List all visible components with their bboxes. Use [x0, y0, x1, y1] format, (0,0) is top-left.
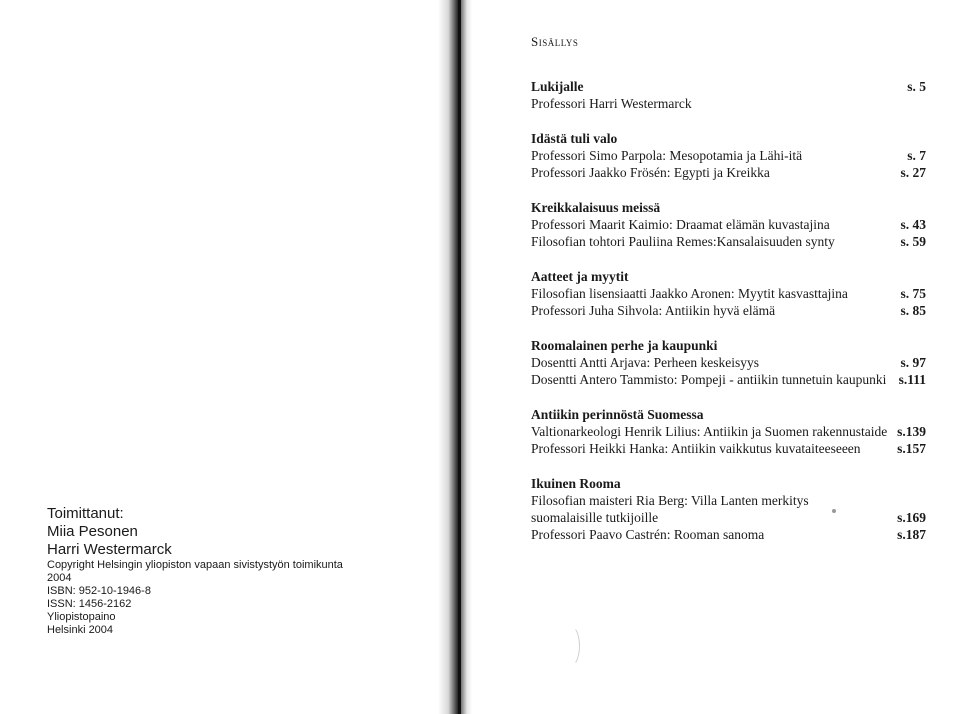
entry-text: Dosentti Antti Arjava: Perheen keskeisyys	[531, 355, 759, 370]
section-title: Roomalainen perhe ja kaupunki	[531, 338, 718, 353]
page-number: s. 7	[907, 148, 926, 163]
credits-block	[47, 505, 407, 637]
toc-entry	[531, 95, 926, 112]
toc-entry	[531, 285, 926, 302]
section-title: Ikuinen Rooma	[531, 476, 621, 491]
gutter-fold-line	[458, 0, 461, 714]
toc-section	[531, 337, 926, 388]
entry-text: Filosofian tohtori Pauliina Remes:Kansalaisuuden synty	[531, 234, 835, 249]
print-place-year: Helsinki 2004	[47, 624, 114, 636]
toc-entry	[531, 233, 926, 250]
toc-entry	[531, 492, 926, 509]
page-number: s. 43	[900, 217, 926, 232]
copyright-line: Copyright Helsingin yliopiston vapaan sivistystyön toimikunta	[47, 559, 343, 571]
issn: ISSN: 1456-2162	[47, 598, 132, 610]
page-number: s. 75	[900, 286, 926, 301]
toc-section	[531, 199, 926, 250]
entry-text: Professori Paavo Castrén: Rooman sanoma	[531, 527, 765, 542]
toc-section	[531, 130, 926, 181]
toc-entry	[531, 440, 926, 457]
entry-text: Valtionarkeologi Henrik Lilius: Antiikin ja Suomen rakennustaide	[531, 424, 888, 439]
toc-entry	[531, 302, 926, 319]
toc-heading: Sisällys	[531, 34, 579, 49]
entry-text: Filosofian lisensiaatti Jaakko Aronen: Myytit kasvasttajina	[531, 286, 848, 301]
section-title: Idästä tuli valo	[531, 131, 618, 146]
toc-entry	[531, 526, 926, 543]
page-number: s.157	[897, 441, 926, 456]
entry-text: Dosentti Antero Tammisto: Pompeji - antiikin tunnetuin kaupunki	[531, 372, 887, 387]
toc-entry	[531, 354, 926, 371]
page-number: s. 97	[900, 355, 926, 370]
book-gutter	[438, 0, 472, 714]
page-number: s.139	[897, 424, 926, 439]
entry-text: Professori Juha Sihvola: Antiikin hyvä elämä	[531, 303, 776, 318]
editor-name: Harri Westermarck	[47, 541, 172, 558]
page-number: s. 59	[900, 234, 926, 249]
section-title: Antiikin perinnöstä Suomessa	[531, 407, 704, 422]
toc-section	[531, 78, 926, 112]
toc-section	[531, 268, 926, 319]
toc-entry	[531, 216, 926, 233]
entry-text: Professori Harri Westermarck	[531, 96, 692, 111]
copyright-year: 2004	[47, 572, 72, 584]
page-number: s.169	[897, 510, 926, 525]
page-number: s.111	[898, 372, 926, 387]
isbn: ISBN: 952-10-1946-8	[47, 585, 151, 597]
section-title: Kreikkalaisuus meissä	[531, 200, 661, 215]
toc-section	[531, 406, 926, 457]
entry-text: Professori Heikki Hanka: Antiikin vaikkutus kuvataiteeseeen	[531, 441, 861, 456]
toc-entry	[531, 509, 926, 526]
section-title: Lukijalle	[531, 79, 584, 94]
credits-label: Toimittanut:	[47, 505, 124, 522]
page-number: s. 27	[900, 165, 926, 180]
printer: Yliopistopaino	[47, 611, 116, 623]
entry-text: Filosofian maisteri Ria Berg: Villa Lanten merkitys	[531, 493, 809, 508]
entry-text: Professori Maarit Kaimio: Draamat elämän kuvastajina	[531, 217, 830, 232]
entry-text: suomalaisille tutkijoille	[531, 510, 659, 525]
scan-speck	[832, 509, 836, 513]
toc-entry	[531, 164, 926, 181]
entry-text: Professori Simo Parpola: Mesopotamia ja Lähi-itä	[531, 148, 803, 163]
page-number: s. 85	[900, 303, 926, 318]
page-number: s.187	[897, 527, 926, 542]
entry-text: Professori Jaakko Frösén: Egypti ja Kreikka	[531, 165, 770, 180]
scan-artifact	[560, 625, 580, 667]
section-title: Aatteet ja myytit	[531, 269, 629, 284]
page-number: s. 5	[907, 79, 926, 94]
toc-section	[531, 475, 926, 543]
table-of-contents	[531, 78, 926, 561]
toc-entry	[531, 147, 926, 164]
editor-name: Miia Pesonen	[47, 523, 138, 540]
toc-entry	[531, 423, 926, 440]
toc-entry	[531, 371, 926, 388]
toc-section-header	[531, 78, 926, 95]
